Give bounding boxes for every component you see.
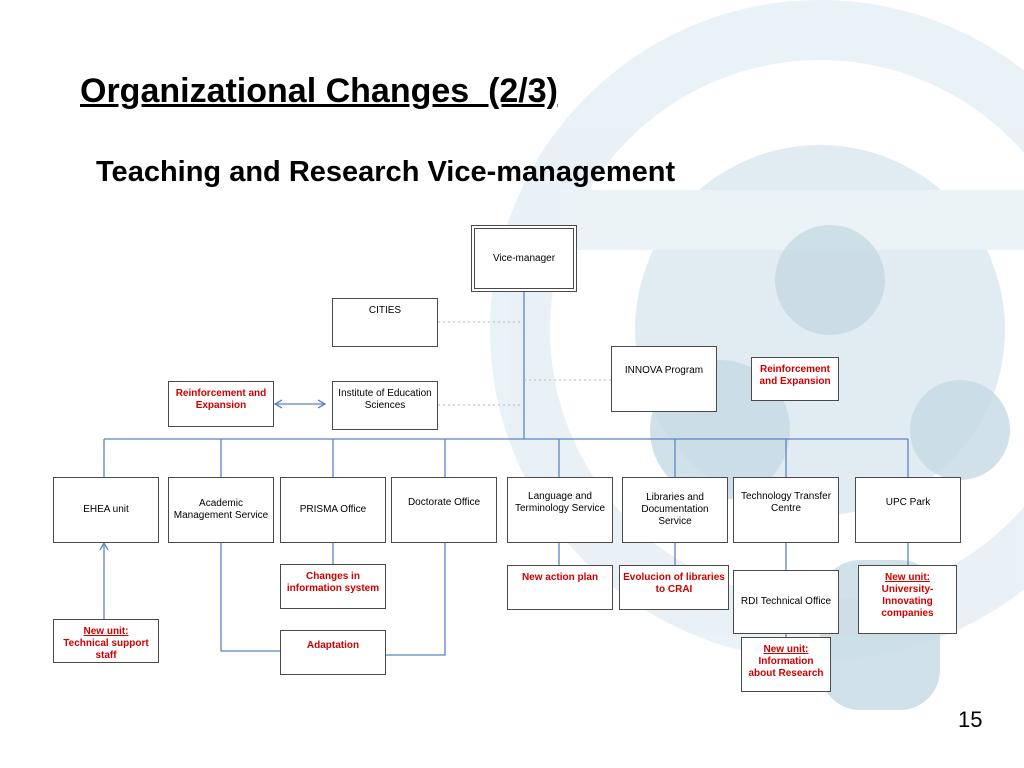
vice-manager-box: Vice-manager bbox=[471, 225, 577, 292]
ice-reinforcement-note: Reinforcement and Expansion bbox=[168, 381, 274, 427]
libraries-documentation-box: Libraries and Documentation Service bbox=[622, 477, 728, 543]
changes-information-system-note: Changes in information system bbox=[280, 564, 386, 609]
upc-park-box: UPC Park bbox=[855, 477, 961, 543]
crai-evolution-note: Evolucion of libraries to CRAI bbox=[619, 565, 729, 610]
prisma-office-box: PRISMA Office bbox=[280, 477, 386, 543]
innova-program-box: INNOVA Program bbox=[611, 346, 717, 412]
page-number: 15 bbox=[958, 707, 983, 732]
park-new-unit-note: New unit: University-Innovating companies bbox=[858, 565, 957, 634]
slide-subtitle: Teaching and Research Vice-management bbox=[96, 156, 676, 188]
slide-title: Organizational Changes (2/3) bbox=[80, 72, 558, 110]
rdi-new-unit-note: New unit: Information about Research bbox=[741, 637, 831, 692]
new-action-plan-note: New action plan bbox=[507, 565, 613, 610]
ehea-unit-box: EHEA unit bbox=[53, 477, 159, 543]
adaptation-note: Adaptation bbox=[280, 630, 386, 675]
language-terminology-box: Language and Terminology Service bbox=[507, 477, 613, 543]
technology-transfer-box: Technology Transfer Centre bbox=[733, 477, 839, 543]
rdi-technical-office-box: RDI Technical Office bbox=[733, 570, 839, 634]
doctorate-office-box: Doctorate Office bbox=[391, 477, 497, 543]
innova-reinforcement-note: Reinforcement and Expansion bbox=[751, 357, 839, 401]
institute-education-sciences-box: Institute of Education Sciences bbox=[332, 381, 438, 430]
cities-box: CITIES bbox=[332, 298, 438, 347]
academic-management-box: Academic Management Service bbox=[168, 477, 274, 543]
ehea-new-unit-note: New unit: Technical support staff bbox=[53, 619, 159, 663]
